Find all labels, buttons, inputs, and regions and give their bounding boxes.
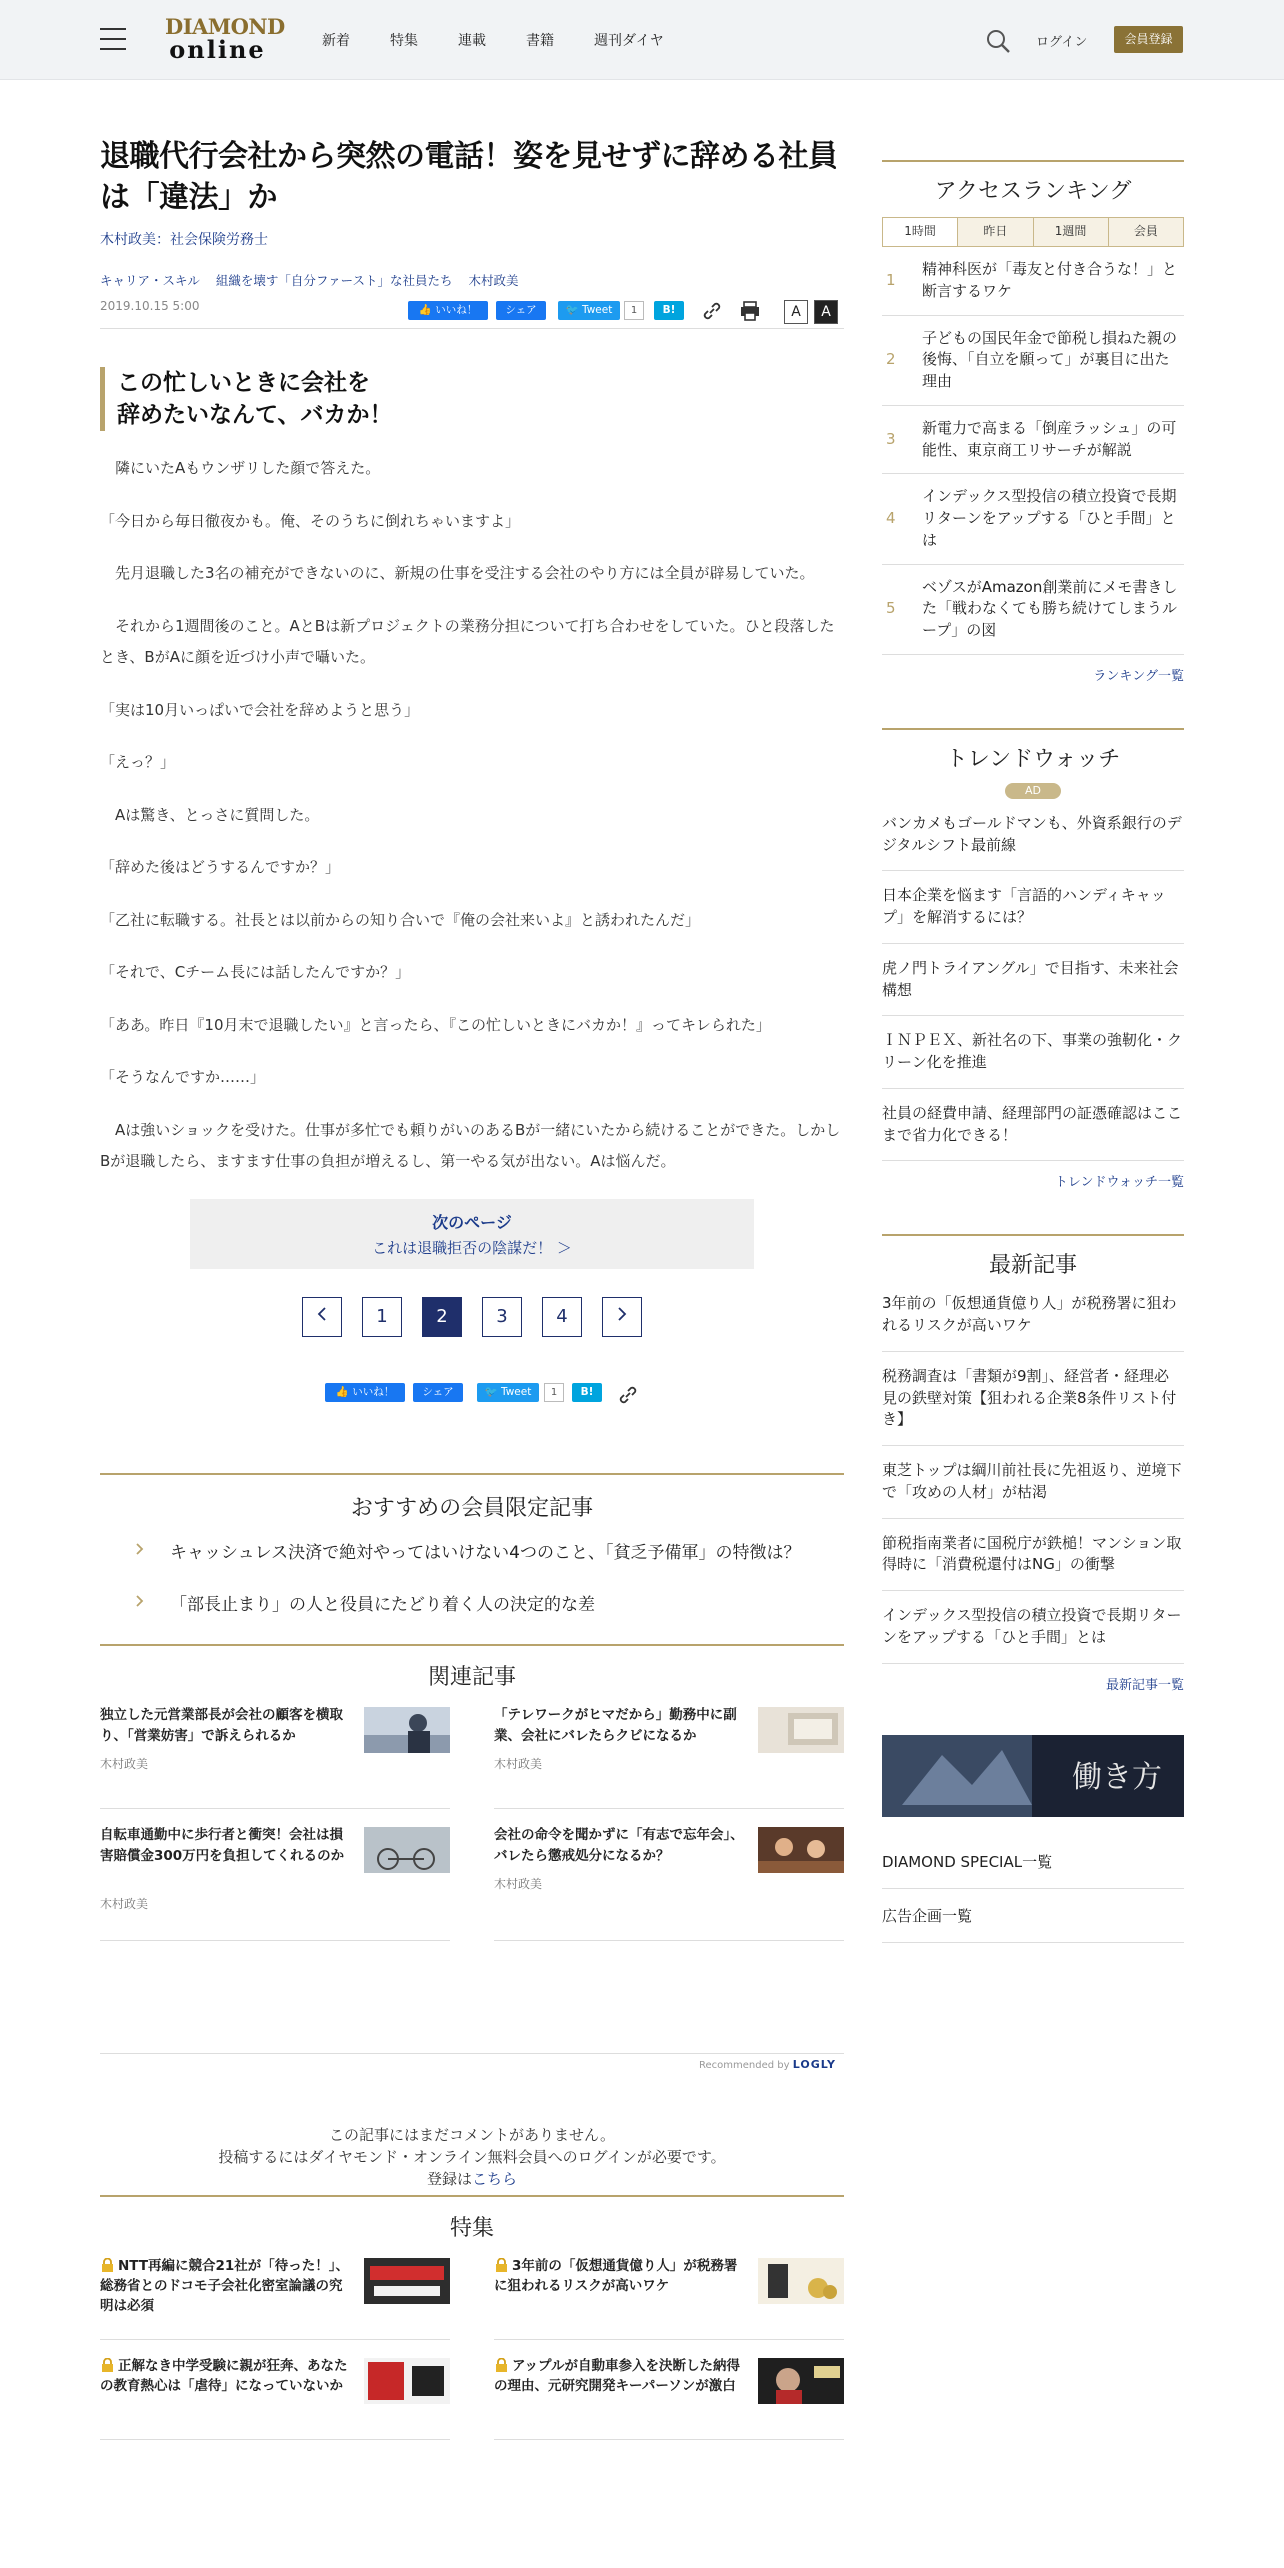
tokushu-item[interactable]: 3年前の「仮想通貨億り人」が税務署に狙われるリスクが高いワケ xyxy=(494,2256,844,2340)
chevron-right-icon xyxy=(134,1543,146,1555)
ad-plan-link[interactable]: 広告企画一覧 xyxy=(882,1889,1184,1943)
paragraph: 「辞めた後はどうするんですか？」 xyxy=(100,858,341,877)
fb-share-button-bottom[interactable]: シェア xyxy=(413,1383,463,1402)
page-1-button[interactable]: 1 xyxy=(362,1297,402,1337)
nav-item-books[interactable]: 書籍 xyxy=(526,33,554,49)
latest-item[interactable]: 3年前の「仮想通貨億り人」が税務署に狙われるリスクが高いワケ xyxy=(882,1279,1184,1352)
lock-icon xyxy=(494,2358,509,2372)
lock-icon xyxy=(494,2258,509,2272)
trend-item[interactable]: ＩＮＰＥＸ、新社名の下、事業の強靭化・クリーン化を推進 xyxy=(882,1016,1184,1089)
menu-icon[interactable] xyxy=(100,28,126,50)
logly-bar xyxy=(100,2053,844,2083)
related-thumbnail xyxy=(758,1827,844,1873)
paragraph: 「今日から毎日徹夜かも。俺、そのうちに倒れちゃいますよ」 xyxy=(100,511,521,530)
latest-more-link[interactable]: 最新記事一覧 xyxy=(1105,1677,1184,1693)
latest-title: 最新記事 xyxy=(988,1253,1077,1279)
tokushu-thumbnail xyxy=(758,2258,844,2304)
site-logo[interactable]: DIAMOND online xyxy=(165,14,285,64)
article-main xyxy=(100,136,844,2456)
page-4-button[interactable]: 4 xyxy=(542,1297,582,1337)
special-banner[interactable] xyxy=(882,1735,1184,1817)
hatena-button[interactable]: B! xyxy=(654,301,684,320)
related-thumbnail xyxy=(364,1827,450,1873)
link-icon[interactable] xyxy=(616,1383,640,1407)
trend-item[interactable]: 社員の経費申請、経理部門の証憑確認はここまで省力化できる！ xyxy=(882,1089,1184,1162)
latest-item[interactable]: 税務調査は「書類が9割」、経営者・経理必見の鉄壁対策【狙われる企業8条件リスト付き】 xyxy=(882,1352,1184,1446)
related-item[interactable]: 自転車通勤中に歩行者と衝突！会社は損害賠償金300万円を負担してくれるのか 木村政美 xyxy=(100,1825,450,1941)
paragraph: 「乙社に転職する。社長とは以前からの知り合いで『俺の会社来いよ』と誘われたんだ」 xyxy=(100,910,701,929)
trend-section xyxy=(882,728,1184,1191)
tab-1hour[interactable]: 1時間 xyxy=(883,218,957,246)
related-title: 関連記事 xyxy=(100,1644,844,1691)
like-button-bottom[interactable]: 👍 いいね！ xyxy=(325,1383,405,1402)
bottom-share-row xyxy=(100,1377,844,1417)
related-item[interactable]: 「テレワークがヒマだから」勤務中に副業、会社にバレたらクビになるか 木村政美 xyxy=(494,1705,844,1809)
pagination xyxy=(100,1297,844,1337)
next-page-button[interactable] xyxy=(602,1297,642,1337)
search-icon[interactable] xyxy=(985,28,1011,54)
article-author[interactable]: 木村政美：社会保険労務士 xyxy=(100,231,268,248)
tab-members[interactable]: 会員 xyxy=(1108,218,1183,246)
sidebar xyxy=(882,160,1184,1943)
paragraph: 「それで、Cチーム長には話したんですか？」 xyxy=(100,963,411,982)
paragraph: Aは驚き、とっさに質問した。 xyxy=(100,805,320,824)
article-tags xyxy=(100,271,844,289)
lock-icon xyxy=(100,2358,115,2372)
tweet-button[interactable]: 🐦 Tweet xyxy=(558,301,620,320)
latest-item[interactable]: インデックス型投信の積立投資で長期リターンをアップする「ひと手間」とは xyxy=(882,1591,1184,1664)
ranking-item[interactable]: 4 インデックス型投信の積立投資で長期リターンをアップする「ひと手間」とは xyxy=(882,474,1184,564)
font-size-small-button[interactable]: A xyxy=(784,300,808,324)
next-page-box[interactable] xyxy=(190,1199,754,1269)
logly-credit[interactable]: Recommended by LOGLY xyxy=(699,2058,836,2072)
chevron-right-icon xyxy=(615,1306,629,1322)
tweet-button-bottom[interactable]: 🐦 Tweet xyxy=(477,1383,539,1402)
tab-1week[interactable]: 1週間 xyxy=(1033,218,1108,246)
ranking-tabs xyxy=(882,217,1184,247)
tokushu-section xyxy=(100,2195,844,2456)
recommended-item[interactable]: 「部長止まり」の人と役員にたどり着く人の決定的な差 xyxy=(100,1592,844,1618)
tag-category[interactable]: キャリア・スキル xyxy=(100,272,200,288)
link-icon[interactable] xyxy=(700,299,724,323)
tokushu-title: 特集 xyxy=(100,2195,844,2242)
nav-item-new[interactable]: 新着 xyxy=(322,33,350,49)
ranking-title: アクセスランキング xyxy=(934,179,1132,204)
latest-section xyxy=(882,1234,1184,1692)
register-link[interactable]: こちら xyxy=(472,2169,518,2188)
latest-item[interactable]: 節税指南業者に国税庁が鉄槌！マンション取得時に「消費税還付はNG」の衝撃 xyxy=(882,1519,1184,1592)
article-subheading: この忙しいときに会社を 辞めたいなんて、バカか！ xyxy=(100,367,844,431)
lock-icon xyxy=(100,2258,115,2272)
nav-item-features[interactable]: 特集 xyxy=(390,33,418,49)
tokushu-thumbnail xyxy=(758,2358,844,2404)
chevron-left-icon xyxy=(315,1306,329,1322)
paragraph: 「ああ。昨日『10月末で退職したい』と言ったら、『この忙しいときにバカか！』ってキレられた」 xyxy=(100,1015,771,1034)
tag-author[interactable]: 木村政美 xyxy=(468,272,519,288)
page-3-button[interactable]: 3 xyxy=(482,1297,522,1337)
register-button[interactable]: 会員登録 xyxy=(1114,26,1183,53)
like-button[interactable]: 👍 いいね！ xyxy=(408,301,488,320)
next-page-title: これは退職拒否の陰謀だ！ ＞ xyxy=(372,1238,572,1257)
ranking-item[interactable]: 5 ベゾスがAmazon創業前にメモ書きした「戦わなくても勝ち続けてしまうループ」の図 xyxy=(882,565,1184,655)
ranking-more-link[interactable]: ランキング一覧 xyxy=(1093,668,1184,684)
ranking-item[interactable]: 2 子どもの国民年金で節税し損ねた親の後悔、「自立を願って」が裏目に出た理由 xyxy=(882,316,1184,406)
ranking-item[interactable]: 1 精神科医が「毒友と付き合うな！」と断言するワケ xyxy=(882,247,1184,316)
tokushu-thumbnail xyxy=(364,2358,450,2404)
page-2-button[interactable]: 2 xyxy=(422,1297,462,1337)
print-icon[interactable] xyxy=(738,299,762,323)
diamond-special-link[interactable]: DIAMOND SPECIAL一覧 xyxy=(882,1835,1184,1889)
ranking-section xyxy=(882,160,1184,684)
trend-item[interactable]: 虎ノ門トライアングル」で目指す、未来社会構想 xyxy=(882,944,1184,1017)
tweet-count-bottom: 1 xyxy=(544,1383,564,1402)
banner-text: 働き方 xyxy=(1072,1759,1162,1795)
fb-share-button[interactable]: シェア xyxy=(496,301,546,320)
paragraph: それから1週間後のこと。AとBは新プロジェクトの業務分担について打ち合わせをしていた。ひと段落したとき、BがAに顔を近づけ小声で囁いた。 xyxy=(100,616,835,667)
nav-item-series[interactable]: 連載 xyxy=(458,33,486,49)
main-nav xyxy=(322,30,704,50)
tab-yesterday[interactable]: 昨日 xyxy=(957,218,1032,246)
recommended-title: おすすめの会員限定記事 xyxy=(100,1473,844,1522)
tweet-count: 1 xyxy=(624,301,644,320)
recommended-section xyxy=(100,1473,844,1619)
trend-title: トレンドウォッチ xyxy=(945,746,1121,772)
article-date: 2019.10.15 5:00 xyxy=(100,298,200,313)
trend-item[interactable]: バンカメもゴールドマンも、外資系銀行のデジタルシフト最前線 xyxy=(882,799,1184,872)
related-item[interactable]: 会社の命令を聞かずに「有志で忘年会」、バレたら懲戒処分になるか？ 木村政美 xyxy=(494,1825,844,1941)
hatena-button-bottom[interactable]: B! xyxy=(572,1383,602,1402)
tokushu-thumbnail xyxy=(364,2258,450,2304)
next-page-label: 次のページ xyxy=(432,1212,512,1232)
ad-badge: AD xyxy=(1005,783,1061,799)
prev-page-button[interactable] xyxy=(302,1297,342,1337)
tokushu-item[interactable]: アップルが自動車参入を決断した納得の理由、元研究開発キーパーソンが激白 xyxy=(494,2356,844,2440)
paragraph: 隣にいたAもウンザリした顔で答えた。 xyxy=(100,459,381,478)
tokushu-item[interactable]: NTT再編に競合21社が「待った！」、総務省とのドコモ子会社化密室論議の究明は必須 xyxy=(100,2256,450,2340)
related-thumbnail xyxy=(758,1707,844,1753)
trend-item[interactable]: 日本企業を悩ます「言語的ハンディキャップ」を解消するには？ xyxy=(882,871,1184,944)
article-body xyxy=(100,453,844,1178)
related-section xyxy=(100,1644,844,1957)
paragraph: 「実は10月いっぱいで会社を辞めようと思う」 xyxy=(100,700,420,719)
ranking-item[interactable]: 3 新電力で高まる「倒産ラッシュ」の可能性、東京商工リサーチが解説 xyxy=(882,406,1184,475)
chevron-right-icon xyxy=(134,1595,146,1607)
paragraph: 「えっ？」 xyxy=(100,753,176,772)
paragraph: 先月退職した3名の補充ができないのに、新規の仕事を受注する会社のやり方には全員が辟易していた。 xyxy=(100,564,815,583)
trend-more-link[interactable]: トレンドウォッチ一覧 xyxy=(1054,1175,1184,1191)
login-link[interactable]: ログイン xyxy=(1036,35,1088,50)
tag-series[interactable]: 組織を壊す「自分ファースト」な社員たち xyxy=(215,272,453,288)
latest-item[interactable]: 東芝トップは綱川前社長に先祖返り、逆境下で「攻めの人材」が枯渇 xyxy=(882,1446,1184,1519)
tokushu-item[interactable]: 正解なき中学受験に親が狂奔、あなたの教育熱心は「虐待」になっていないか xyxy=(100,2356,450,2440)
site-header xyxy=(0,0,1284,80)
related-item[interactable]: 独立した元営業部長が会社の顧客を横取り、「営業妨害」で訴えられるか 木村政美 xyxy=(100,1705,450,1809)
article-title: 退職代行会社から突然の電話！姿を見せずに辞める社員は「違法」か xyxy=(100,139,838,216)
font-size-large-button[interactable]: A xyxy=(814,300,838,324)
comment-notice: この記事にはまだコメントがありません。 投稿するにはダイヤモンド・オンライン無料会員へのログインが必要です。 登録はこちら xyxy=(218,2126,726,2188)
paragraph: 「そうなんですか……」 xyxy=(100,1068,266,1087)
paragraph: Aは強いショックを受けた。仕事が多忙でも頼りがいのあるBが一緒にいたから続けることができた。しかしBが退職したら、ますます仕事の負担が増えるし、第一やる気が出ない。Aは悩んだ。 xyxy=(100,1120,841,1171)
recommended-item[interactable]: キャッシュレス決済で絶対やってはいけない4つのこと、「貧乏予備軍」の特徴は？ xyxy=(100,1540,844,1566)
nav-item-weekly[interactable]: 週刊ダイヤ xyxy=(594,33,664,49)
related-thumbnail xyxy=(364,1707,450,1753)
article-meta-row xyxy=(100,295,844,329)
